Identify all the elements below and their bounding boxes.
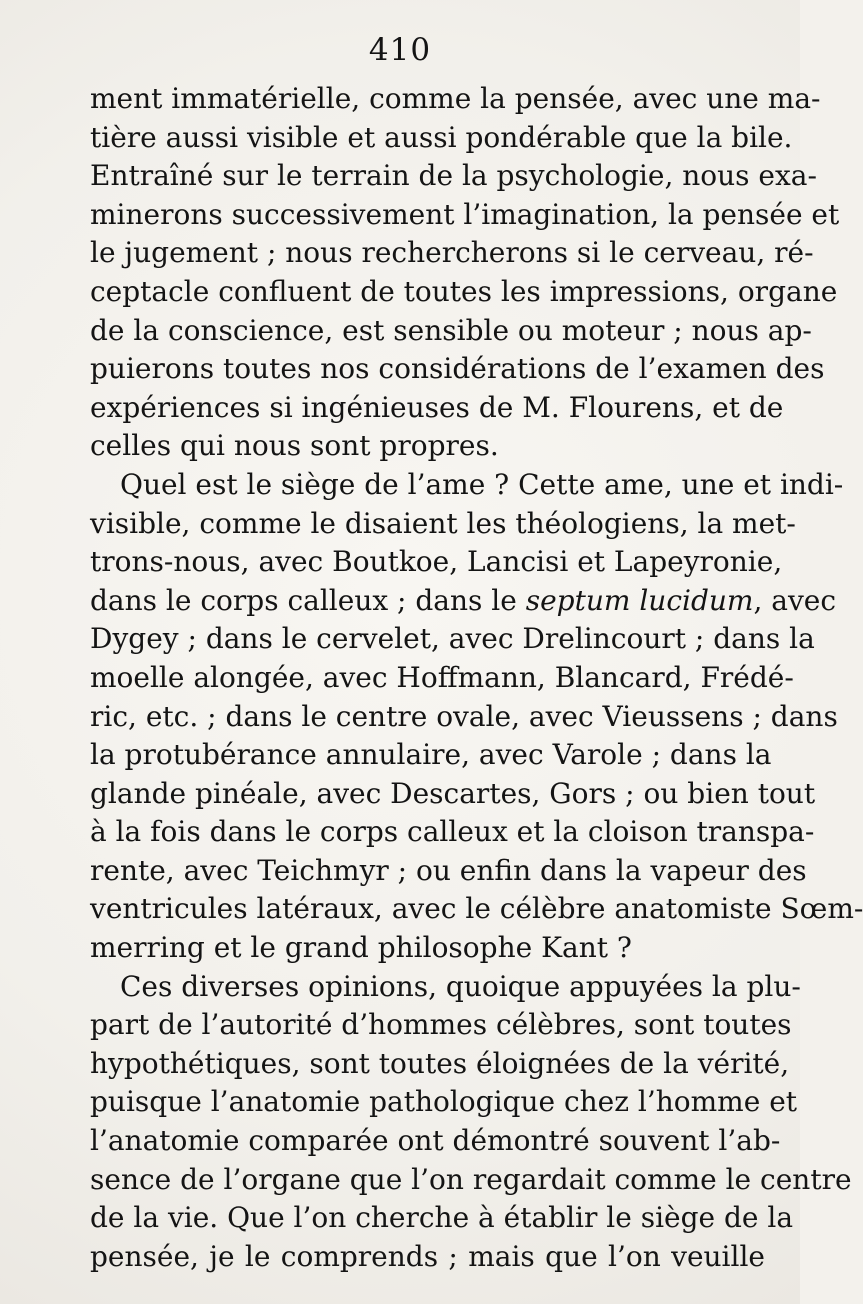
text-line: ventricules latéraux, avec le célèbre anatomiste Sœm- <box>90 892 863 926</box>
text-line: Quel est le siège de l’ame ? Cette ame, une et indi- <box>120 467 844 501</box>
paragraph-2 <box>90 466 863 968</box>
text-fragment: dans le corps calleux ; dans le <box>90 583 526 617</box>
text-line: Entraîné sur le terrain de la psychologie, nous exa- <box>90 159 817 193</box>
italic-term: septum lucidum <box>525 583 754 617</box>
text-line: puisque l’anatomie pathologique chez l’homme et <box>90 1085 798 1119</box>
text-line: Dygey ; dans le cervelet, avec Drelincourt ; dans la <box>90 622 815 656</box>
text-line: glande pinéale, avec Descartes, Gors ; ou bien tout <box>90 776 816 810</box>
text-line: trons-nous, avec Boutkoe, Lancisi et Lapeyronie, <box>90 545 783 579</box>
text-fragment: , avec <box>753 583 837 617</box>
text-line: ric, etc. ; dans le centre ovale, avec Vieussens ; dans <box>90 699 838 733</box>
text-line-with-italic <box>90 582 837 621</box>
text-line: minerons successivement l’imagination, la pensée et <box>90 197 840 231</box>
text-line: ceptacle confluent de toutes les impressions, organe <box>90 274 838 308</box>
page-number: 410 <box>368 32 432 68</box>
text-line: Ces diverses opinions, quoique appuyées la plu- <box>120 969 801 1003</box>
page-text <box>90 80 863 1276</box>
text-line: ment immatérielle, comme la pensée, avec une ma- <box>90 82 821 115</box>
paragraph-3 <box>90 968 852 1277</box>
text-line: rente, avec Teichmyr ; ou enfin dans la vapeur des <box>90 853 807 887</box>
text-line: merring et le grand philosophe Kant ? <box>90 931 632 965</box>
text-line: puierons toutes nos considérations de l’examen des <box>90 352 825 386</box>
text-line: le jugement ; nous rechercherons si le cerveau, ré- <box>90 236 814 270</box>
paragraph-1 <box>90 80 840 466</box>
text-line: de la vie. Que l’on cherche à établir le siège de la <box>90 1201 794 1235</box>
text-line: celles qui nous sont propres. <box>90 429 499 463</box>
text-line: à la fois dans le corps calleux et la cloison transpa- <box>90 815 815 849</box>
text-line: tière aussi visible et aussi pondérable que la bile. <box>90 120 793 154</box>
text-line: part de l’autorité d’hommes célèbres, sont toutes <box>90 1008 792 1042</box>
text-line: visible, comme le disaient les théologiens, la met- <box>90 506 796 540</box>
text-line: l’anatomie comparée ont démontré souvent l’ab- <box>90 1124 781 1158</box>
text-line: sence de l’organe que l’on regardait comme le centre <box>90 1162 852 1196</box>
text-line: moelle alongée, avec Hoffmann, Blancard, Frédé- <box>90 660 794 694</box>
text-line: de la conscience, est sensible ou moteur ; nous ap- <box>90 313 812 347</box>
text-line: la protubérance annulaire, avec Varole ; dans la <box>90 738 772 772</box>
text-line: hypothétiques, sont toutes éloignées de la vérité, <box>90 1046 790 1080</box>
text-line: expériences si ingénieuses de M. Flourens, et de <box>90 390 784 424</box>
text-line: pensée, je le comprends ; mais que l’on veuille <box>90 1239 765 1273</box>
